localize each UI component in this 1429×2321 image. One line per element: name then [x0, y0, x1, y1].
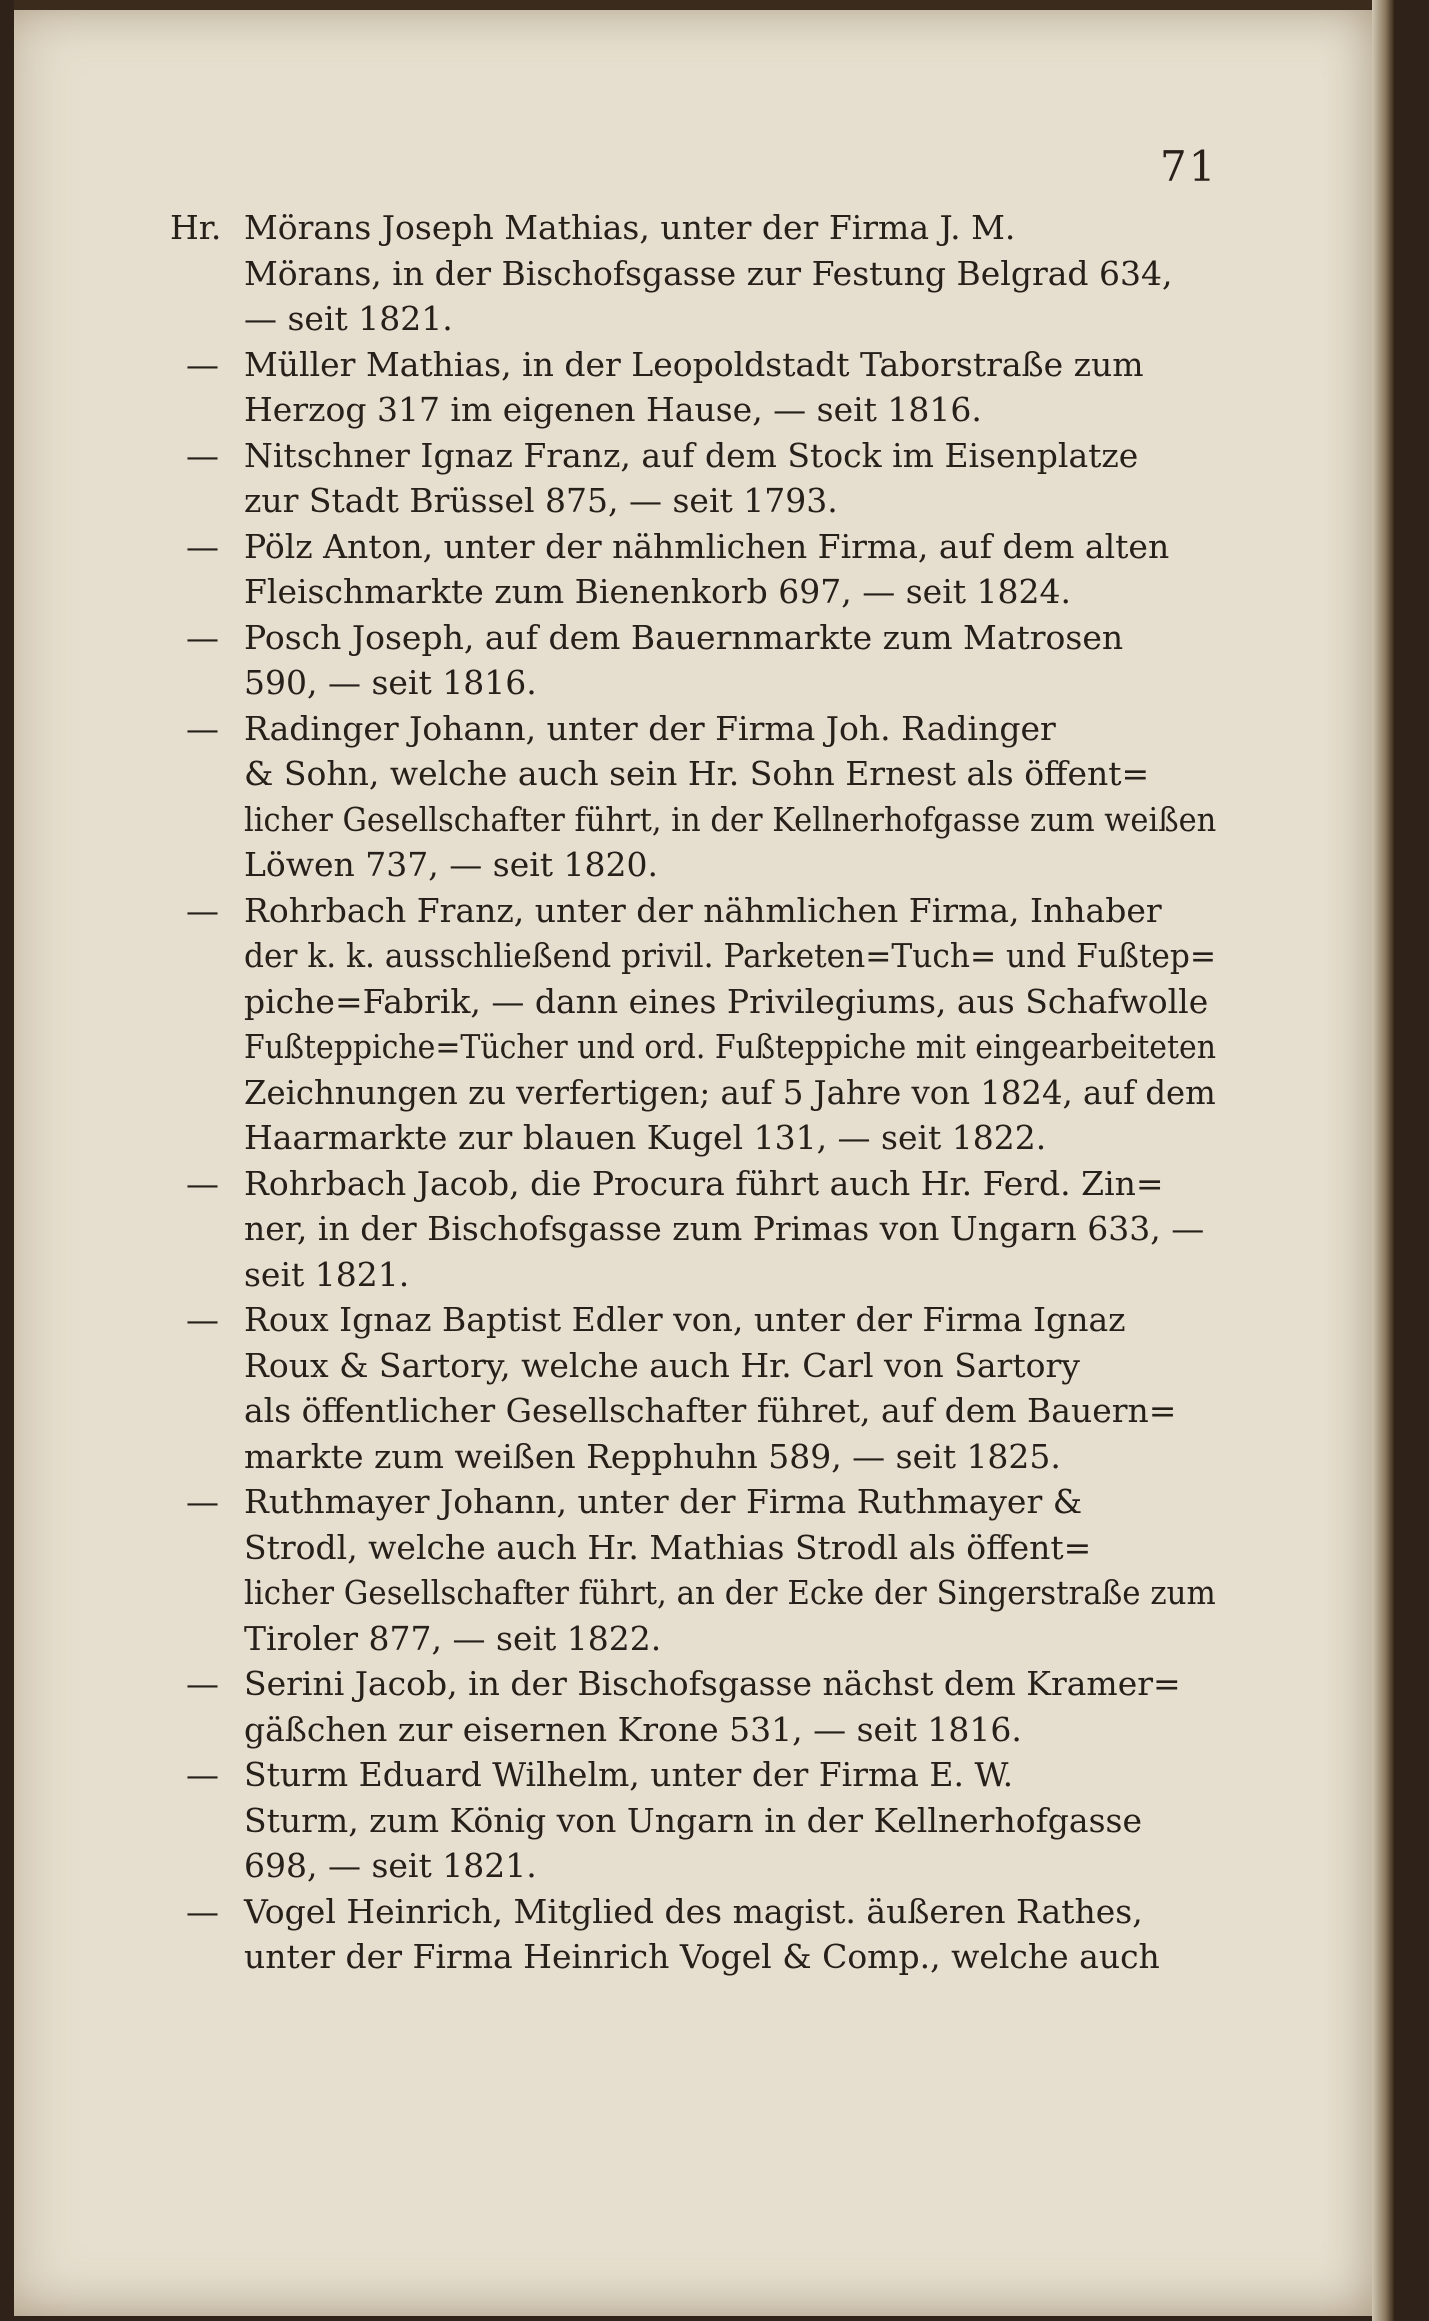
entry-dash: — [186, 1664, 219, 1703]
page-top-edge [14, 0, 1394, 10]
entry-line: piche=Fabrik, — dann eines Privilegiums, aus Schafwolle [244, 981, 1209, 1021]
entry-line: Strodl, welche auch Hr. Mathias Strodl als öffent= [244, 1527, 1092, 1567]
entry-dash: — [186, 1300, 219, 1339]
entry-line: Mörans Joseph Mathias, unter der Firma J. M. [244, 208, 1016, 247]
entry-line: Pölz Anton, unter der nähmlichen Firma, auf dem alten [244, 526, 1170, 566]
entry-line: gäßchen zur eisernen Krone 531, — seit 1816. [244, 1709, 1022, 1749]
directory-entry [176, 1752, 1216, 1889]
entry-line: Fleischmarkte zum Bienenkorb 697, — seit 1824. [244, 572, 1071, 611]
entry-line: licher Gesellschafter führt, an der Ecke der Singerstraße zum [244, 1573, 1216, 1612]
entry-line: Zeichnungen zu verfertigen; auf 5 Jahre von 1824, auf dem [244, 1072, 1216, 1112]
entry-line: Rohrbach Franz, unter der nähmlichen Firma, Inhaber [244, 890, 1162, 930]
entry-line: Vogel Heinrich, Mitglied des magist. äußeren Rathes, [244, 1891, 1143, 1931]
directory-entry [176, 1661, 1216, 1752]
entry-dash: — [186, 708, 219, 748]
entry-line: Herzog 317 im eigenen Hause, — seit 1816. [244, 390, 982, 429]
entry-line: Ruthmayer Johann, unter der Firma Ruthmayer & [244, 1482, 1083, 1521]
entry-line: zur Stadt Brüssel 875, — seit 1793. [244, 481, 838, 520]
entry-dash: — [186, 526, 219, 566]
directory-entry [176, 524, 1216, 615]
directory-entry [176, 342, 1216, 433]
directory-entry [176, 1297, 1216, 1479]
entry-line: Mörans, in der Bischofsgasse zur Festung Belgrad 634, [244, 253, 1173, 293]
directory-entry [176, 1889, 1216, 1980]
entry-line: seit 1821. [244, 1254, 410, 1294]
page-number: 71 [1160, 142, 1218, 191]
entry-line: 698, — seit 1821. [244, 1846, 537, 1885]
entry-line: Serini Jacob, in der Bischofsgasse nächst dem Kramer= [244, 1664, 1181, 1703]
entry-line: Tiroler 877, — seit 1822. [244, 1618, 662, 1658]
entry-dash: — [186, 617, 219, 657]
entry-line: Radinger Johann, unter der Firma Joh. Radinger [244, 708, 1056, 748]
entry-dash: — [186, 1482, 219, 1521]
entry-line: Löwen 737, — seit 1820. [244, 845, 658, 884]
entry-line: licher Gesellschafter führt, in der Kellnerhofgasse zum weißen [244, 799, 1217, 839]
directory-entries [170, 205, 1217, 1980]
directory-entry [170, 205, 1216, 342]
directory-entry [176, 615, 1216, 706]
entry-line: unter der Firma Heinrich Vogel & Comp., welche auch [244, 1937, 1160, 1976]
entry-line: Haarmarkte zur blauen Kugel 131, — seit 1822. [244, 1118, 1047, 1157]
entry-dash: — [186, 1755, 219, 1794]
entry-line: Posch Joseph, auf dem Bauernmarkte zum Matrosen [244, 617, 1124, 657]
entry-dash: — [186, 890, 219, 930]
directory-entry [176, 1161, 1216, 1298]
entry-line: ner, in der Bischofsgasse zum Primas von Ungarn 633, — [244, 1209, 1205, 1248]
entry-line: Rohrbach Jacob, die Procura führt auch Hr. Ferd. Zin= [244, 1163, 1164, 1203]
entry-line: & Sohn, welche auch sein Hr. Sohn Ernest als öffent= [244, 754, 1150, 793]
honorific-prefix: Hr. [170, 208, 222, 247]
directory-entry [176, 706, 1216, 888]
page-right-edge [1372, 0, 1394, 2321]
entry-line: Fußteppiche=Tücher und ord. Fußteppiche mit eingearbeiteten [244, 1027, 1216, 1066]
entry-line: markte zum weißen Repphuhn 589, — seit 1825. [244, 1436, 1061, 1476]
entry-dash: — [186, 1891, 219, 1931]
entry-dash: — [186, 435, 219, 475]
directory-entry [176, 1479, 1216, 1661]
entry-line: Sturm Eduard Wilhelm, unter der Firma E. W. [244, 1755, 1014, 1794]
entry-line: Nitschner Ignaz Franz, auf dem Stock im Eisenplatze [244, 435, 1139, 475]
entry-line: Roux Ignaz Baptist Edler von, unter der Firma Ignaz [244, 1300, 1126, 1339]
entry-dash: — [186, 1163, 219, 1203]
entry-line: der k. k. ausschließend privil. Parketen=Tuch= und Fußtep= [244, 936, 1217, 975]
directory-entry [176, 433, 1216, 524]
entry-line: — seit 1821. [244, 299, 453, 338]
entry-line: Müller Mathias, in der Leopoldstadt Taborstraße zum [244, 344, 1144, 384]
entry-line: Roux & Sartory, welche auch Hr. Carl von Sartory [244, 1345, 1080, 1385]
entry-dash: — [186, 344, 219, 384]
entry-line: Sturm, zum König von Ungarn in der Kellnerhofgasse [244, 1800, 1142, 1840]
directory-entry [176, 888, 1216, 1161]
entry-line: als öffentlicher Gesellschafter führet, auf dem Bauern= [244, 1391, 1177, 1430]
entry-line: 590, — seit 1816. [244, 663, 537, 702]
